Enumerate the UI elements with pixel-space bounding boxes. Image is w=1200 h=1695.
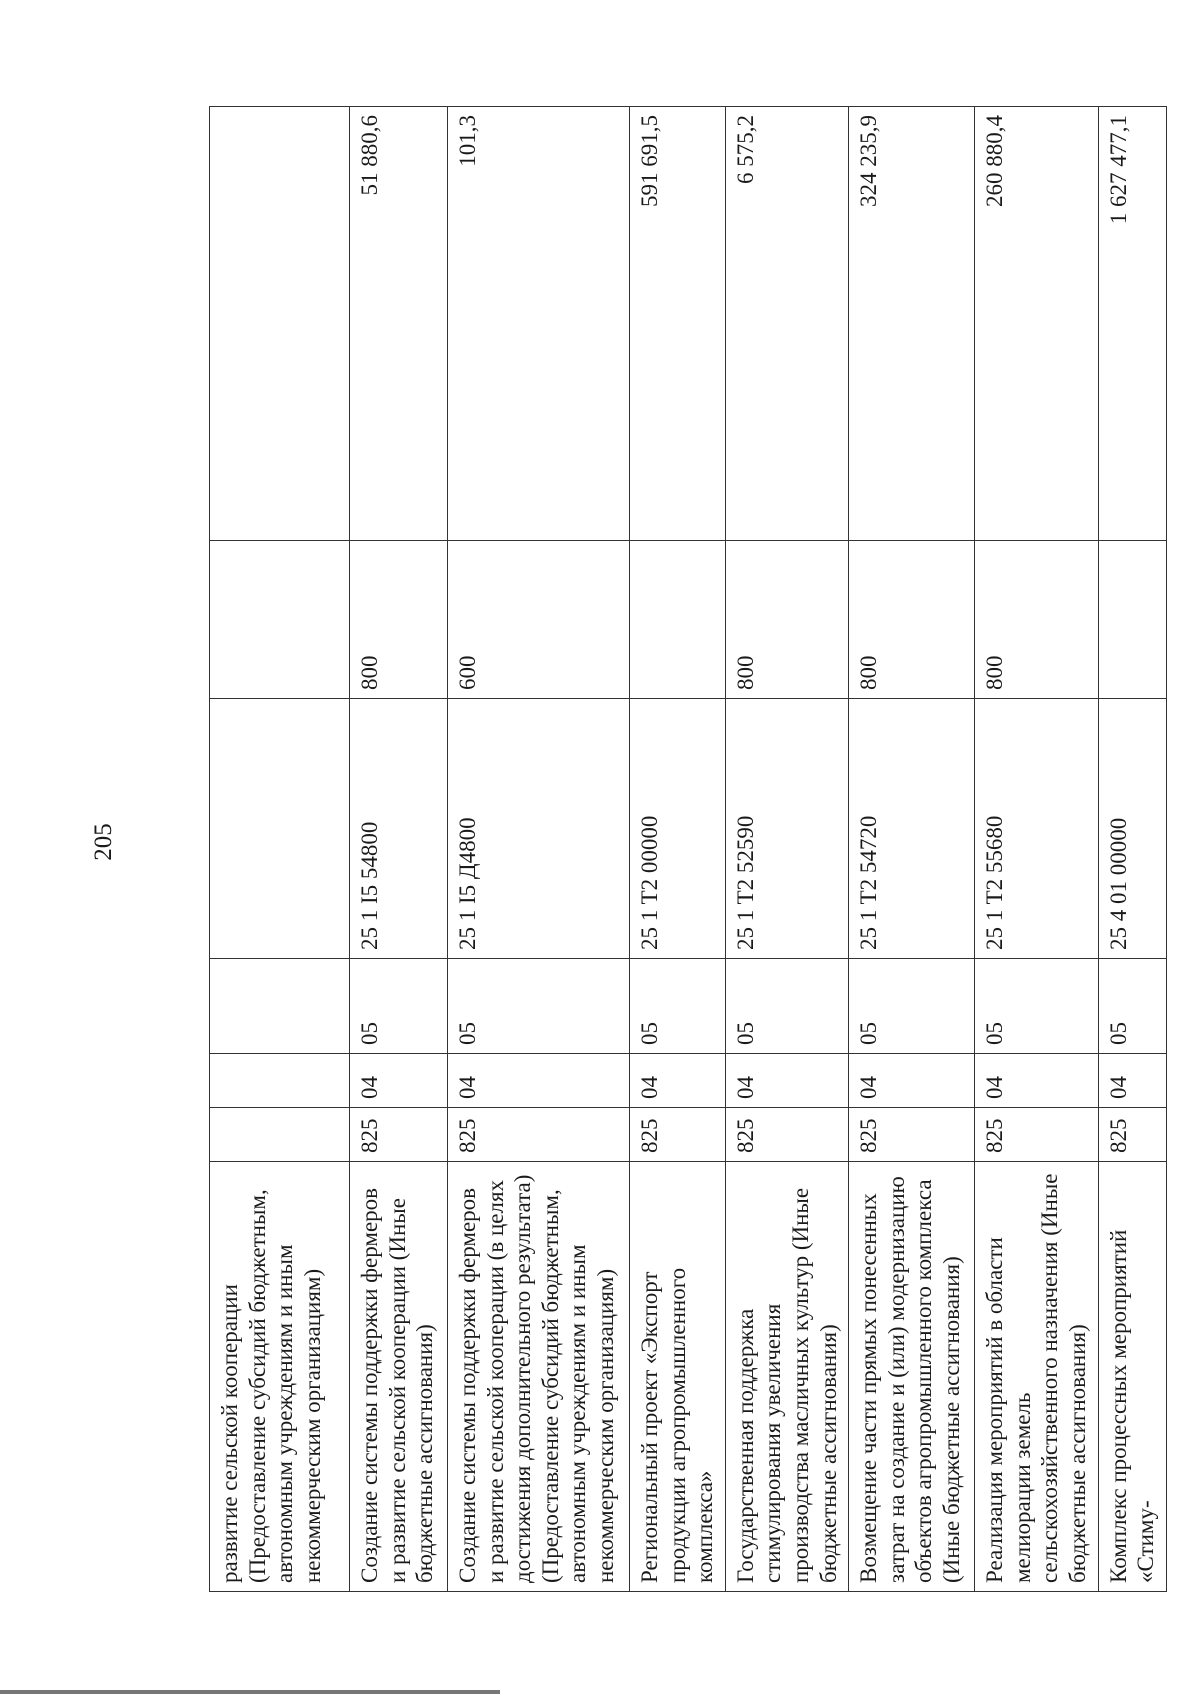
cell-pr: 05 <box>725 959 848 1054</box>
cell-name: Создание системы поддержки фермеров и развитие сельской кооперации (в целях достижения дополнительного результата) (Предоставление субсидий бюджетным, автономным учреждениям и иным некоммерческим организациям) <box>448 1162 630 1592</box>
cell-ved: 825 <box>630 1108 726 1162</box>
cell-csr: 25 1 T2 54720 <box>849 699 975 959</box>
cell-csr: 25 1 T2 55680 <box>975 699 1098 959</box>
cell-rz: 04 <box>630 1054 726 1108</box>
cell-vr: 800 <box>975 541 1098 699</box>
table-row <box>975 107 1098 1592</box>
cell-sum: 260 880,4 <box>975 107 1098 541</box>
cell-sum: 1 627 477,1 <box>1098 107 1166 541</box>
cell-vr <box>210 541 350 699</box>
cell-csr: 25 1 T2 00000 <box>630 699 726 959</box>
cell-name: Создание системы поддержки фермеров и развитие сельской кооперации (Иные бюджетные ассигнования) <box>350 1162 448 1592</box>
table-row <box>630 107 726 1592</box>
cell-csr: 25 1 I5 Д4800 <box>448 699 630 959</box>
cell-name: Возмещение части прямых понесенных затрат на создание и (или) модернизацию объектов агропромышленного комплекса (Иные бюджетные ассигнования) <box>849 1162 975 1592</box>
cell-ved <box>210 1108 350 1162</box>
cell-pr: 05 <box>448 959 630 1054</box>
cell-vr <box>1098 541 1166 699</box>
cell-sum: 51 880,6 <box>350 107 448 541</box>
cell-pr: 05 <box>630 959 726 1054</box>
cell-name: Государственная поддержка стимулирования увеличения производства масличных культур (Иные бюджетные ассигнования) <box>725 1162 848 1592</box>
table-row <box>1098 107 1166 1592</box>
cell-vr: 800 <box>725 541 848 699</box>
cell-sum: 591 691,5 <box>630 107 726 541</box>
cell-sum: 324 235,9 <box>849 107 975 541</box>
bottom-rule <box>0 1690 500 1694</box>
cell-ved: 825 <box>725 1108 848 1162</box>
cell-pr <box>210 959 350 1054</box>
cell-ved: 825 <box>1098 1108 1166 1162</box>
cell-name: Реализация мероприятий в области мелиорации земель сельскохозяйственного назначения (Иные бюджетные ассигнования) <box>975 1162 1098 1592</box>
cell-csr <box>210 699 350 959</box>
cell-vr <box>630 541 726 699</box>
cell-csr: 25 4 01 00000 <box>1098 699 1166 959</box>
table-row <box>350 107 448 1592</box>
table-container <box>209 107 1159 1592</box>
cell-name: развитие сельской кооперации (Предоставление субсидий бюджетным, автономным учреждениям и иным некоммерческим организациям) <box>210 1162 350 1592</box>
cell-pr: 05 <box>1098 959 1166 1054</box>
cell-ved: 825 <box>350 1108 448 1162</box>
budget-table <box>209 106 1167 1592</box>
cell-rz: 04 <box>725 1054 848 1108</box>
cell-name: Комплекс процессных мероприятий «Стиму- <box>1098 1162 1166 1592</box>
cell-vr: 800 <box>350 541 448 699</box>
cell-pr: 05 <box>975 959 1098 1054</box>
cell-rz: 04 <box>350 1054 448 1108</box>
cell-rz: 04 <box>1098 1054 1166 1108</box>
cell-csr: 25 1 I5 54800 <box>350 699 448 959</box>
cell-rz: 04 <box>849 1054 975 1108</box>
table-row <box>448 107 630 1592</box>
cell-pr: 05 <box>849 959 975 1054</box>
cell-name: Региональный проект «Экспорт продукции агропромышленного комплекса» <box>630 1162 726 1592</box>
cell-vr: 600 <box>448 541 630 699</box>
cell-vr: 800 <box>849 541 975 699</box>
cell-pr: 05 <box>350 959 448 1054</box>
cell-rz: 04 <box>448 1054 630 1108</box>
cell-ved: 825 <box>975 1108 1098 1162</box>
table-row <box>849 107 975 1592</box>
page-number: 205 <box>89 823 117 861</box>
cell-rz <box>210 1054 350 1108</box>
table-row <box>725 107 848 1592</box>
cell-sum: 101,3 <box>448 107 630 541</box>
cell-ved: 825 <box>849 1108 975 1162</box>
cell-sum: 6 575,2 <box>725 107 848 541</box>
cell-ved: 825 <box>448 1108 630 1162</box>
cell-csr: 25 1 T2 52590 <box>725 699 848 959</box>
cell-sum <box>210 107 350 541</box>
cell-rz: 04 <box>975 1054 1098 1108</box>
table-row <box>210 107 350 1592</box>
